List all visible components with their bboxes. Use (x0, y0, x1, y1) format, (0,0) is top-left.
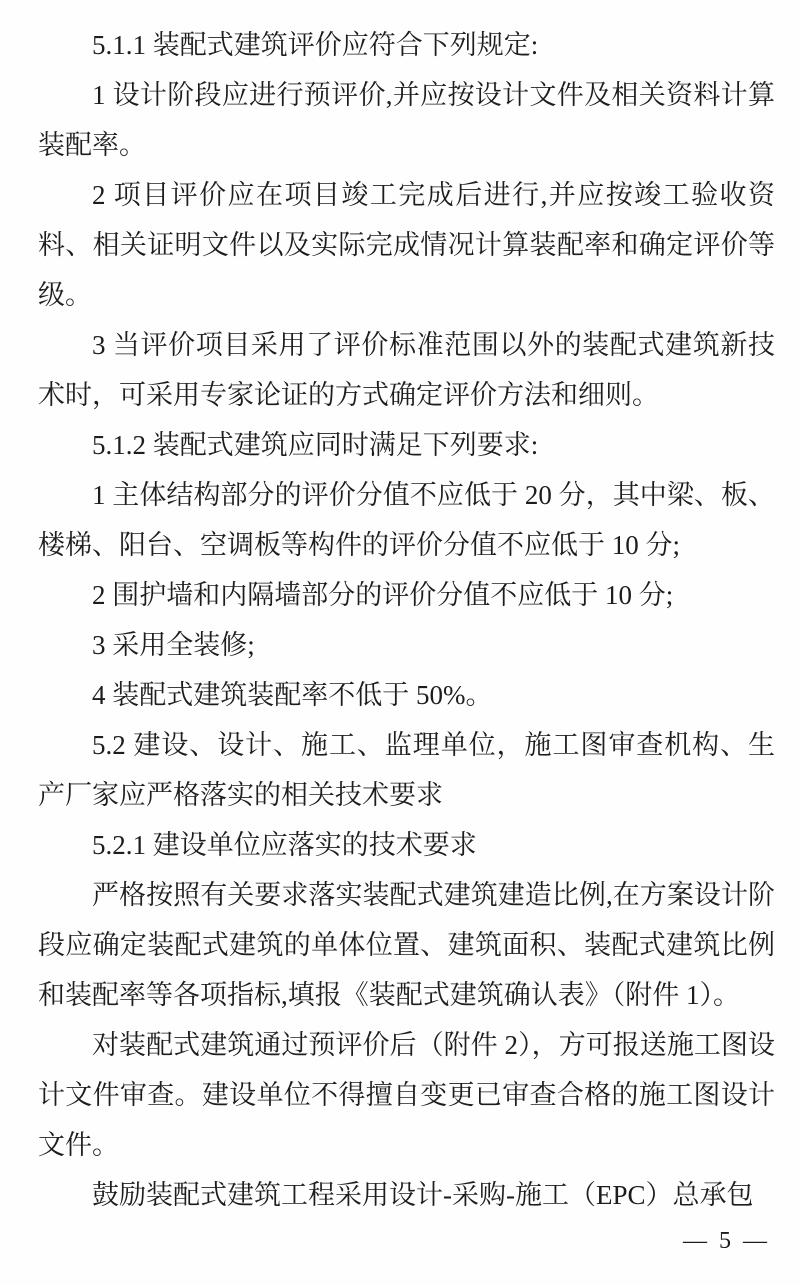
document-paragraph: 严格按照有关要求落实装配式建筑建造比例,在方案设计阶段应确定装配式建筑的单体位置、建筑面积、装配式建筑比例和装配率等各项指标,填报《装配式建筑确认表》（附件 1）。 (38, 880, 775, 1010)
document-paragraph: 2 围护墙和内隔墙部分的评价分值不应低于 10 分; (92, 580, 674, 610)
document-text (38, 20, 775, 1220)
document-paragraph: 3 当评价项目采用了评价标准范围以外的装配式建筑新技术时，可采用专家论证的方式确定评价方法和细则。 (38, 330, 775, 410)
document-paragraph: 5.1.2 装配式建筑应同时满足下列要求: (92, 430, 539, 460)
document-paragraph: 5.2 建设、设计、施工、监理单位，施工图审查机构、生产厂家应严格落实的相关技术要求 (38, 730, 775, 810)
document-paragraph: 5.2.1 建设单位应落实的技术要求 (92, 830, 477, 860)
page-number: — 5 — (683, 1228, 770, 1254)
document-paragraph: 3 采用全装修; (92, 630, 255, 660)
document-paragraph: 2 项目评价应在项目竣工完成后进行,并应按竣工验收资料、相关证明文件以及实际完成情况计算装配率和确定评价等级。 (38, 180, 775, 310)
document-paragraph: 1 设计阶段应进行预评价,并应按设计文件及相关资料计算装配率。 (38, 80, 775, 160)
page-footer (33, 1228, 770, 1255)
document-paragraph: 对装配式建筑通过预评价后（附件 2），方可报送施工图设计文件审查。建设单位不得擅自变更已审查合格的施工图设计文件。 (38, 1030, 775, 1160)
document-paragraph: 1 主体结构部分的评价分值不应低于 20 分，其中梁、板、楼梯、阳台、空调板等构件的评价分值不应低于 10 分; (38, 480, 775, 560)
document-paragraph: 5.1.1 装配式建筑评价应符合下列规定: (92, 30, 539, 60)
document-paragraph: 鼓励装配式建筑工程采用设计-采购-施工（EPC）总承包 (92, 1180, 754, 1210)
document-paragraph: 4 装配式建筑装配率不低于 50%。 (92, 680, 493, 710)
